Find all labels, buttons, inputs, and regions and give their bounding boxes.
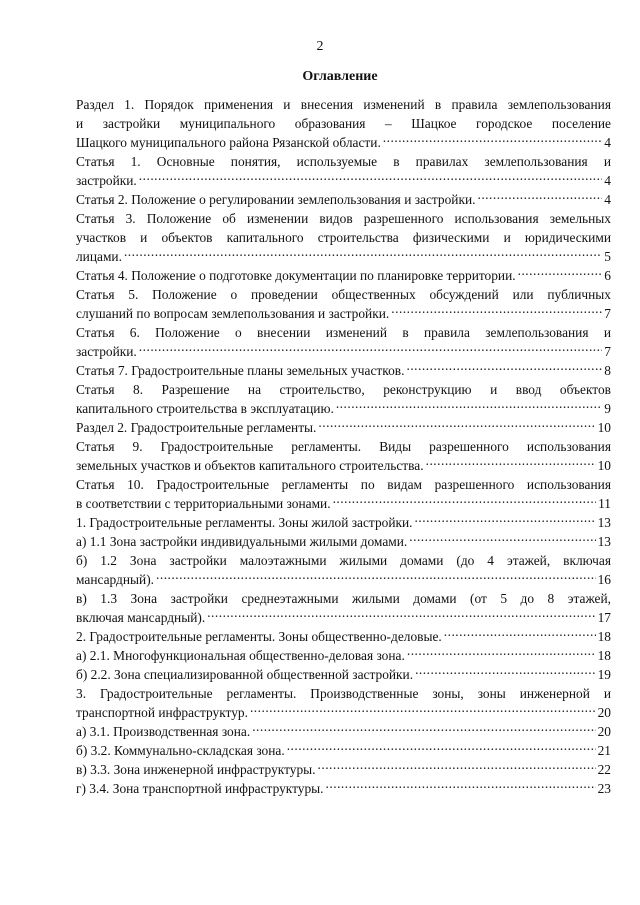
dot-leader: [250, 704, 596, 717]
toc-entry-line: Статья 9. Градостроительные регламенты. Виды разрешенного использования: [76, 439, 611, 454]
toc-entry-last-line: [76, 646, 611, 665]
toc-entry-text: транспортной инфраструктур.: [76, 705, 248, 720]
toc-page-number: 13: [597, 515, 611, 530]
dot-leader: [124, 248, 602, 261]
toc-page-number: 4: [604, 192, 611, 207]
toc-entry-last-line: [76, 779, 611, 798]
dot-leader: [333, 495, 597, 508]
toc-page-number: 10: [597, 420, 611, 435]
toc-entry-last-line: [76, 722, 611, 741]
toc-entry-text: застройки.: [76, 344, 137, 359]
page-number: 2: [316, 39, 324, 54]
dot-leader: [139, 343, 603, 356]
toc-entry-line: Статья 1. Основные понятия, используемые в правилах землепользования и: [76, 154, 611, 169]
toc-page-number: 13: [597, 534, 611, 549]
toc-entry-text: 2. Градостроительные регламенты. Зоны общественно-деловые.: [76, 629, 442, 644]
toc-entry-text: капитального строительства в эксплуатацию.: [76, 401, 334, 416]
toc-entry[interactable]: [76, 779, 611, 798]
toc-entry[interactable]: [76, 760, 611, 779]
toc-entry-last-line: [76, 494, 611, 513]
toc-page-number: 4: [604, 173, 611, 188]
toc-entry-line: Статья 3. Положение об изменении видов разрешенного использования земельных: [76, 211, 611, 226]
dot-leader: [336, 400, 602, 413]
toc-entry-line: Раздел 1. Порядок применения и внесения изменений в правила землепользования: [76, 97, 611, 112]
toc-entry-text: в) 3.3. Зона инженерной инфраструктуры.: [76, 762, 316, 777]
dot-leader: [156, 571, 596, 584]
toc-entry-last-line: [76, 456, 611, 475]
toc-entry-line: Статья 10. Градостроительные регламенты по видам разрешенного использования: [76, 477, 611, 492]
toc-page-number: 9: [604, 401, 611, 416]
toc-page-number: 20: [597, 705, 611, 720]
dot-leader: [207, 609, 595, 622]
toc-entry[interactable]: [76, 551, 611, 589]
toc-entry-text: мансардный).: [76, 572, 155, 587]
dot-leader: [139, 172, 603, 185]
toc-entry-last-line: [76, 703, 611, 722]
toc-entry-text: слушаний по вопросам землепользования и застройки.: [76, 306, 390, 321]
toc-entry-last-line: [76, 342, 611, 361]
toc-entry-last-line: [76, 247, 611, 266]
toc-page-number: 21: [597, 743, 611, 758]
dot-leader: [415, 514, 596, 527]
toc-entry-line: Статья 8. Разрешение на строительство, реконструкцию и ввод объектов: [76, 382, 611, 397]
dot-leader: [383, 134, 603, 147]
toc-entry-line: в) 1.3 Зона застройки среднеэтажными жилыми домами (от 5 до 8 этажей,: [76, 591, 611, 606]
toc-entry-last-line: [76, 171, 611, 190]
toc-page-number: 18: [597, 629, 611, 644]
toc-entry-text: г) 3.4. Зона транспортной инфраструктуры.: [76, 781, 324, 796]
toc-entry[interactable]: [76, 380, 611, 418]
toc-entry-last-line: [76, 133, 611, 152]
toc-entry-text: лицами.: [76, 249, 122, 264]
toc-entry[interactable]: [76, 152, 611, 190]
dot-leader: [318, 419, 595, 432]
dot-leader: [477, 191, 602, 204]
toc-entry-last-line: [76, 627, 611, 646]
dot-leader: [391, 305, 602, 318]
toc-entry-line: б) 1.2 Зона застройки малоэтажными жилыми домами (до 4 этажей, включая: [76, 553, 611, 568]
toc-entry-text: застройки.: [76, 173, 137, 188]
dot-leader: [318, 761, 596, 774]
toc-entry-last-line: [76, 266, 611, 285]
toc-entry[interactable]: [76, 361, 611, 380]
dot-leader: [406, 362, 602, 375]
toc-entry-text: 1. Градостроительные регламенты. Зоны жилой застройки.: [76, 515, 413, 530]
toc-entry[interactable]: [76, 589, 611, 627]
toc-page-number: 4: [604, 135, 611, 150]
toc-entry-last-line: [76, 741, 611, 760]
table-of-contents: [76, 95, 611, 798]
toc-entry[interactable]: [76, 513, 611, 532]
toc-entry-last-line: [76, 361, 611, 380]
toc-page-number: 17: [597, 610, 611, 625]
toc-entry-line: участков и объектов капитального строительства физическими и юридическими: [76, 230, 611, 245]
toc-entry-text: б) 3.2. Коммунально-складская зона.: [76, 743, 285, 758]
toc-entry[interactable]: [76, 646, 611, 665]
toc-entry-text: Статья 4. Положение о подготовке документации по планировке территории.: [76, 268, 516, 283]
toc-entry-last-line: [76, 570, 611, 589]
toc-page-number: 16: [597, 572, 611, 587]
toc-entry-last-line: [76, 665, 611, 684]
toc-entry[interactable]: [76, 95, 611, 152]
toc-entry-text: б) 2.2. Зона специализированной общественной застройки.: [76, 667, 414, 682]
dot-leader: [444, 628, 596, 641]
toc-entry-last-line: [76, 418, 611, 437]
toc-entry-text: Статья 7. Градостроительные планы земельных участков.: [76, 363, 405, 378]
toc-page-number: 7: [604, 306, 611, 321]
toc-page-number: 11: [598, 496, 611, 511]
toc-entry[interactable]: [76, 665, 611, 684]
toc-entry-text: а) 2.1. Многофункциональная общественно-деловая зона.: [76, 648, 405, 663]
toc-entry-line: Статья 5. Положение о проведении общественных обсуждений или публичных: [76, 287, 611, 302]
toc-entry[interactable]: [76, 532, 611, 551]
toc-page-number: 22: [597, 762, 611, 777]
toc-entry[interactable]: [76, 741, 611, 760]
toc-entry[interactable]: [76, 190, 611, 209]
toc-entry-line: и застройки муниципального образования – Шацкое городское поселение: [76, 116, 611, 131]
toc-entry-text: Шацкого муниципального района Рязанской области.: [76, 135, 381, 150]
toc-entry[interactable]: [76, 722, 611, 741]
toc-page-number: 5: [604, 249, 611, 264]
dot-leader: [407, 647, 596, 660]
toc-entry[interactable]: [76, 418, 611, 437]
toc-entry-line: Статья 6. Положение о внесении изменений в правила землепользования и: [76, 325, 611, 340]
toc-entry-text: Раздел 2. Градостроительные регламенты.: [76, 420, 317, 435]
dot-leader: [409, 533, 595, 546]
toc-entry[interactable]: [76, 475, 611, 513]
dot-leader: [252, 723, 595, 736]
toc-entry[interactable]: [76, 209, 611, 266]
toc-entry[interactable]: [76, 323, 611, 361]
toc-page-number: 6: [604, 268, 611, 283]
toc-entry-last-line: [76, 399, 611, 418]
toc-page-number: 19: [597, 667, 611, 682]
toc-entry[interactable]: [76, 266, 611, 285]
toc-entry-last-line: [76, 532, 611, 551]
dot-leader: [415, 666, 596, 679]
toc-entry-text: а) 3.1. Производственная зона.: [76, 724, 251, 739]
toc-entry[interactable]: [76, 684, 611, 722]
toc-entry-last-line: [76, 760, 611, 779]
toc-entry-last-line: [76, 190, 611, 209]
toc-entry-last-line: [76, 304, 611, 323]
toc-entry-text: включая мансардный).: [76, 610, 206, 625]
toc-entry-last-line: [76, 513, 611, 532]
toc-entry-text: Статья 2. Положение о регулировании землепользования и застройки.: [76, 192, 476, 207]
toc-entry-text: а) 1.1 Зона застройки индивидуальными жилыми домами.: [76, 534, 408, 549]
dot-leader: [326, 780, 596, 793]
dot-leader: [426, 457, 596, 470]
toc-entry-text: в соответствии с территориальными зонами.: [76, 496, 331, 511]
toc-page-number: 20: [597, 724, 611, 739]
toc-entry[interactable]: [76, 285, 611, 323]
toc-entry-text: земельных участков и объектов капитального строительства.: [76, 458, 424, 473]
toc-page-number: 23: [597, 781, 611, 796]
toc-entry[interactable]: [76, 627, 611, 646]
toc-entry-last-line: [76, 608, 611, 627]
toc-page-number: 8: [604, 363, 611, 378]
toc-page-number: 10: [597, 458, 611, 473]
dot-leader: [518, 267, 603, 280]
toc-entry-line: 3. Градостроительные регламенты. Производственные зоны, зоны инженерной и: [76, 686, 611, 701]
dot-leader: [287, 742, 596, 755]
toc-page-number: 7: [604, 344, 611, 359]
toc-title: Оглавление: [302, 69, 378, 84]
toc-page-number: 18: [597, 648, 611, 663]
toc-entry[interactable]: [76, 437, 611, 475]
